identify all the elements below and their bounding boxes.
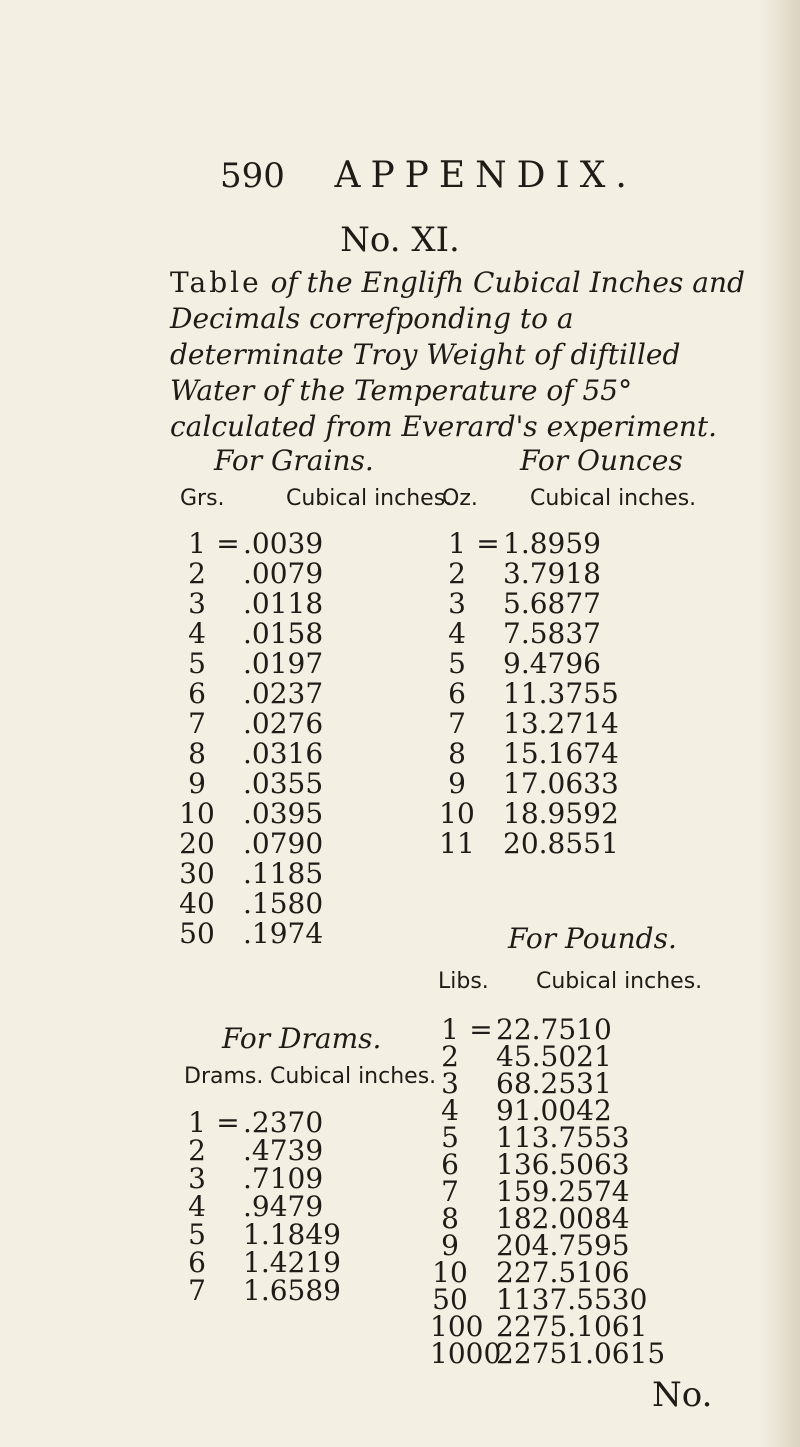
ounces-cell-a: 7	[448, 707, 466, 740]
ounces-cell-b: 20.8551	[503, 827, 619, 860]
pounds-cell-b: 91.0042	[496, 1094, 612, 1127]
pounds-cell-b: 68.2531	[496, 1067, 612, 1100]
drams-cell-b: .4739	[243, 1134, 324, 1167]
drams-cell-b: 1.6589	[243, 1274, 341, 1307]
grains-cell-a: 5	[188, 647, 206, 680]
pounds-cell-b: 182.0084	[496, 1202, 630, 1235]
grains-cell-b: .0276	[243, 707, 324, 740]
ounces-cell-a: 11	[439, 827, 475, 860]
drams-cell-b: .7109	[243, 1162, 324, 1195]
grains-cell-b: .0237	[243, 677, 324, 710]
grains-cell-a: 20	[179, 827, 215, 860]
pounds-cell-a: 6	[441, 1148, 459, 1181]
ounces-cell-a: 1	[448, 527, 466, 560]
pounds-cell-a: 4	[441, 1094, 459, 1127]
grains-cell-b: .0158	[243, 617, 324, 650]
ounces-cell-a: 3	[448, 587, 466, 620]
pounds-cell-a: 2	[441, 1040, 459, 1073]
ounces-header-oz: Oz.	[442, 486, 478, 511]
grains-cell-a: 30	[179, 857, 215, 890]
grains-cell-b: .0039	[243, 527, 324, 560]
header-title: APPENDIX.	[334, 155, 637, 196]
pounds-cell-a: 9	[441, 1229, 459, 1262]
grains-cell-b: .0316	[243, 737, 324, 770]
grains-cell-b: .0355	[243, 767, 324, 800]
ounces-cell-a: 6	[448, 677, 466, 710]
ounces-cell-b: 18.9592	[503, 797, 619, 830]
pounds-cell-b: 22751.0615	[496, 1337, 666, 1370]
grains-cell-a: 4	[188, 617, 206, 650]
drams-cell-b: 1.4219	[243, 1246, 341, 1279]
ounces-cell-b: 7.5837	[503, 617, 601, 650]
grains-cell-a: 3	[188, 587, 206, 620]
drams-cell-eq: =	[216, 1106, 240, 1139]
pounds-cell-a: 50	[432, 1283, 468, 1316]
pounds-cell-a: 100	[430, 1310, 484, 1343]
table-title-text: of the Englifh Cubical Inches and Decimals correfponding to a determinate Troy Weight of diftilled Water of the Temperature of 55° calculated from Everard's experiment.	[170, 266, 745, 443]
drams-cell-a: 3	[188, 1162, 206, 1195]
drams-header-cubical: Cubical inches.	[270, 1064, 437, 1089]
pounds-cell-a: 7	[441, 1175, 459, 1208]
grains-title: For Grains.	[214, 444, 374, 477]
drams-cell-a: 7	[188, 1274, 206, 1307]
pounds-cell-b: 22.7510	[496, 1013, 612, 1046]
pounds-cell-a: 3	[441, 1067, 459, 1100]
ounces-cell-a: 4	[448, 617, 466, 650]
pounds-cell-b: 227.5106	[496, 1256, 630, 1289]
table-title-lead: Table	[170, 266, 262, 299]
table-title	[170, 265, 750, 445]
drams-cell-a: 4	[188, 1190, 206, 1223]
grains-cell-b: .0395	[243, 797, 324, 830]
ounces-cell-eq: =	[476, 527, 500, 560]
pounds-cell-a: 10	[432, 1256, 468, 1289]
grains-cell-b: .0197	[243, 647, 324, 680]
ounces-cell-b: 17.0633	[503, 767, 619, 800]
grains-cell-b: .1580	[243, 887, 324, 920]
drams-cell-b: .9479	[243, 1190, 324, 1223]
grains-cell-b: .1974	[243, 917, 324, 950]
pounds-cell-a: 8	[441, 1202, 459, 1235]
pounds-cell-eq: =	[469, 1013, 493, 1046]
running-header	[220, 155, 740, 196]
pounds-cell-a: 1	[441, 1013, 459, 1046]
grains-cell-b: .1185	[243, 857, 324, 890]
catchword: No.	[652, 1375, 713, 1415]
ounces-cell-a: 9	[448, 767, 466, 800]
grains-header-grs: Grs.	[180, 486, 225, 511]
grains-cell-a: 9	[188, 767, 206, 800]
drams-cell-a: 1	[188, 1106, 206, 1139]
pounds-cell-a: 5	[441, 1121, 459, 1154]
drams-cell-b: .2370	[243, 1106, 324, 1139]
pounds-header-libs: Libs.	[438, 969, 489, 994]
ounces-cell-a: 10	[439, 797, 475, 830]
drams-title: For Drams.	[222, 1022, 382, 1055]
drams-header-drams: Drams.	[184, 1064, 264, 1089]
pounds-cell-b: 113.7553	[496, 1121, 630, 1154]
section-number: No. XI.	[340, 220, 460, 260]
drams-cell-a: 5	[188, 1218, 206, 1251]
page-edge-shadow	[760, 0, 800, 1447]
grains-cell-a: 8	[188, 737, 206, 770]
drams-cell-b: 1.1849	[243, 1218, 341, 1251]
grains-cell-a: 50	[179, 917, 215, 950]
grains-cell-a: 10	[179, 797, 215, 830]
grains-cell-eq: =	[216, 527, 240, 560]
pounds-cell-b: 204.7595	[496, 1229, 630, 1262]
grains-cell-a: 1	[188, 527, 206, 560]
ounces-cell-b: 5.6877	[503, 587, 601, 620]
ounces-cell-b: 13.2714	[503, 707, 619, 740]
ounces-header-cubical: Cubical inches.	[530, 486, 697, 511]
grains-cell-a: 40	[179, 887, 215, 920]
pounds-cell-b: 2275.1061	[496, 1310, 648, 1343]
pounds-cell-b: 1137.5530	[496, 1283, 648, 1316]
drams-cell-a: 2	[188, 1134, 206, 1167]
pounds-cell-a: 1000	[430, 1337, 502, 1370]
page-number: 590	[220, 156, 285, 196]
grains-cell-a: 7	[188, 707, 206, 740]
grains-cell-a: 2	[188, 557, 206, 590]
drams-cell-a: 6	[188, 1246, 206, 1279]
grains-cell-a: 6	[188, 677, 206, 710]
pounds-header-cubical: Cubical inches.	[536, 969, 703, 994]
ounces-title: For Ounces	[520, 444, 683, 477]
ounces-cell-a: 8	[448, 737, 466, 770]
ounces-cell-b: 11.3755	[503, 677, 619, 710]
grains-cell-b: .0079	[243, 557, 324, 590]
grains-cell-b: .0790	[243, 827, 324, 860]
ounces-cell-a: 2	[448, 557, 466, 590]
grains-cell-b: .0118	[243, 587, 324, 620]
ounces-cell-b: 15.1674	[503, 737, 619, 770]
grains-header-cubical: Cubical inches.	[286, 486, 453, 511]
pounds-cell-b: 136.5063	[496, 1148, 630, 1181]
pounds-cell-b: 45.5021	[496, 1040, 612, 1073]
ounces-cell-b: 3.7918	[503, 557, 601, 590]
ounces-cell-b: 1.8959	[503, 527, 601, 560]
pounds-cell-b: 159.2574	[496, 1175, 630, 1208]
ounces-cell-a: 5	[448, 647, 466, 680]
pounds-title: For Pounds.	[508, 922, 677, 955]
ounces-cell-b: 9.4796	[503, 647, 601, 680]
